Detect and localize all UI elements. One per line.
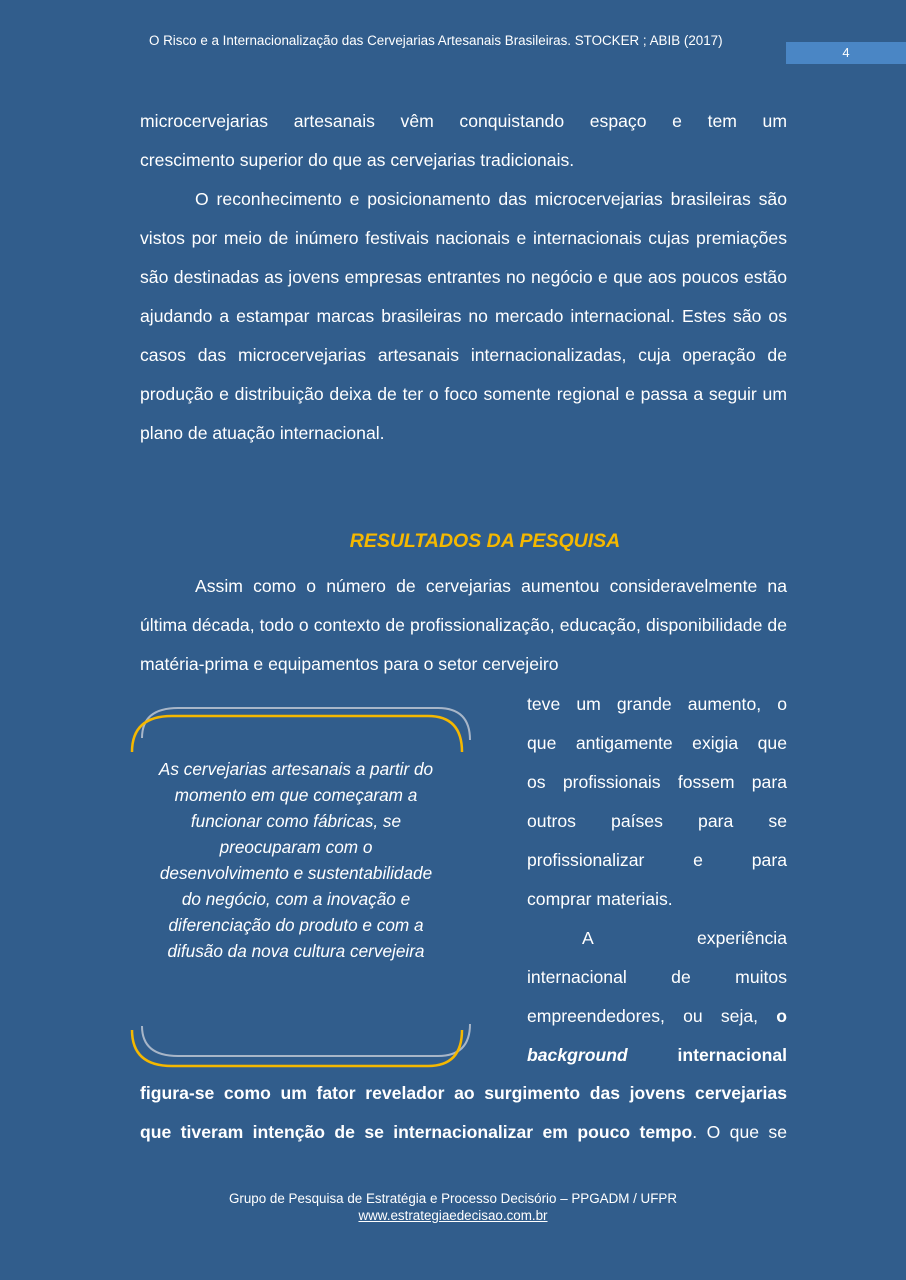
emphasis-text: que tiveram intenção de se internacionalizar em pouco tempo [140,1122,693,1142]
text-run: . O que se [692,1122,787,1142]
footer-group-name: Grupo de Pesquisa de Estratégia e Processo Decisório – PPGADM / UFPR [228,1191,678,1206]
paragraph-line [140,1113,787,1152]
paragraph-text: Assim como o número de cervejarias aumentou consideravelmente na última década, todo o contexto de profissionalização, educação, disponibilidade de matéria-prima e equipamentos para o setor cervejeiro [140,576,787,674]
paragraph-line [527,997,787,1036]
paragraph-results [140,567,787,684]
narrow-column-text [527,685,787,1075]
paragraph-line: microcervejarias artesanais vêm conquistando espaço e tem um [140,111,787,131]
paragraph-line: que antigamente exigia que [527,733,787,753]
paragraph-line: outros países para se [527,811,787,831]
paragraph-line: internacional de muitos [527,967,787,987]
page-footer [0,1190,906,1224]
paragraph-line [527,1036,787,1075]
emphasis-text: o [776,1006,787,1026]
website-link[interactable]: www.estrategiaedecisao.com.br [358,1208,548,1223]
paragraph-line: A experiência [582,928,787,948]
text-run: empreendedores, ou seja, [527,1006,759,1026]
paragraph-line [140,1074,787,1113]
paragraph-line: comprar materiais. [527,889,673,909]
paragraph-line: crescimento superior do que as cervejarias tradicionais. [140,150,575,170]
paragraph-continuation [140,102,787,180]
paragraph-recognition [140,180,787,453]
paragraph-line: teve um grande aumento, o [527,694,787,714]
emphasis-text: background [527,1045,628,1065]
page-number-badge: 4 [786,42,906,64]
paragraph-line: profissionalizar e para [527,850,787,870]
pull-quote-text: As cervejarias artesanais a partir do momento em que começaram a funcionar como fábricas, se preocuparam com o desenvolvimento e sustentabilidade do negócio, com a inovação e diferenciação do produto e com a difusão da nova cultura cervejeira [158,759,434,961]
running-title: O Risco e a Internacionalização das Cervejarias Artesanais Brasileiras. STOCKER ; ABIB (2017) [149,33,723,48]
section-heading: RESULTADOS DA PESQUISA [349,530,621,552]
paragraph-text: O reconhecimento e posicionamento das microcervejarias brasileiras são vistos por meio de inúmero festivais nacionais e internacionais cujas premiações são destinadas as jovens empresas entrantes no negócio e que aos poucos estão ajudando a estampar marcas brasileiras no mercado internacional. Estes são os casos das microcervejarias artesanais internacionalizadas, cuja operação de produção e distribuição deixa de ter o foco somente regional e passa a seguir um plano de atuação internacional. [140,189,787,443]
emphasis-text: internacional [677,1045,787,1065]
paragraph-line: os profissionais fossem para [527,772,787,792]
emphasis-text: figura-se como um fator revelador ao surgimento das jovens cervejarias [140,1083,787,1103]
pull-quote [128,704,476,1074]
paragraph-closing [140,1074,787,1152]
